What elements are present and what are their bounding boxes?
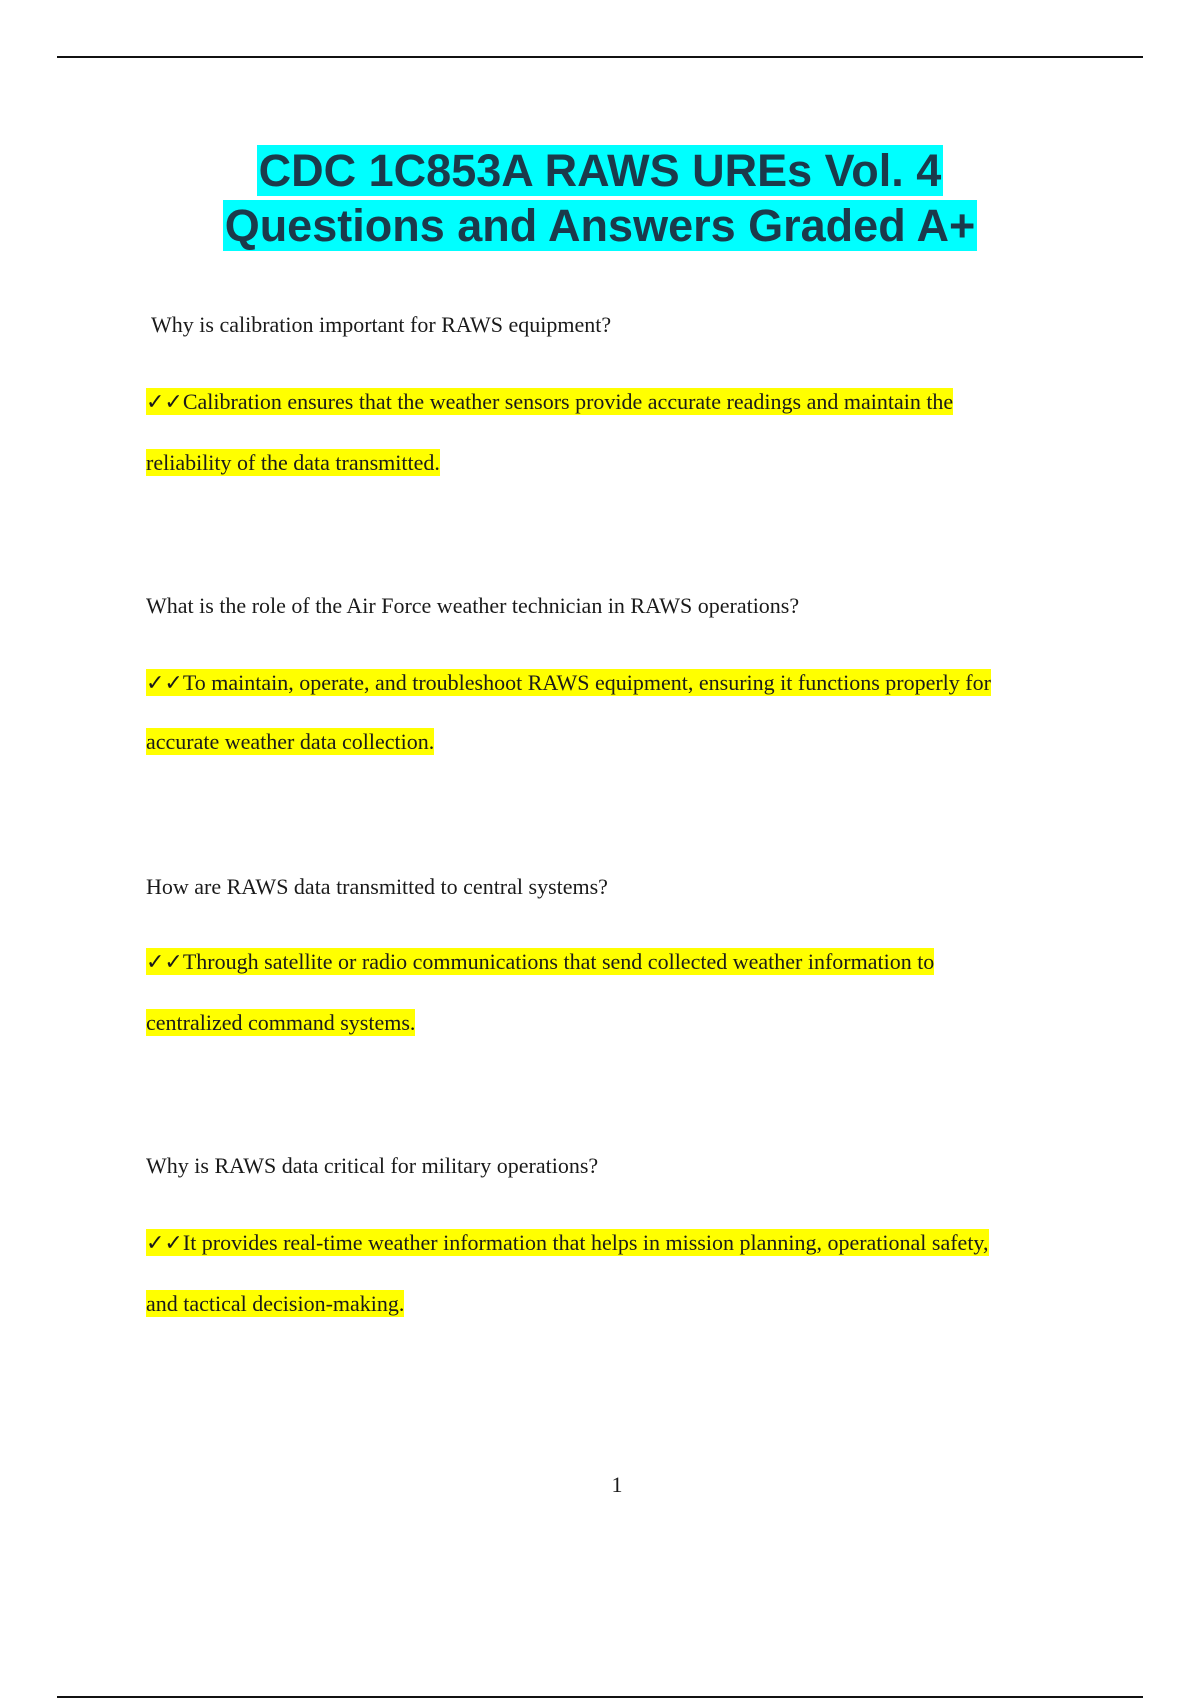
document-title — [0, 143, 1200, 253]
question-1: Why is calibration important for RAWS equipment? — [151, 312, 612, 337]
answer-1-line-1: ✓✓Calibration ensures that the weather sensors provide accurate readings and maintain the — [146, 389, 954, 414]
title-line-2: Questions and Answers Graded A+ — [224, 200, 976, 251]
answer-4-line-2: and tactical decision-making. — [146, 1291, 405, 1316]
answer-1-line-2: reliability of the data transmitted. — [146, 450, 440, 475]
answer-2-line-2: accurate weather data collection. — [146, 729, 435, 754]
answer-3-line-2: centralized command systems. — [146, 1010, 416, 1035]
answer-4-line-1: ✓✓It provides real-time weather information that helps in mission planning, operational safety, — [146, 1230, 989, 1255]
top-rule — [57, 56, 1143, 58]
answer-3-line-1: ✓✓Through satellite or radio communications that send collected weather information to — [146, 949, 935, 974]
question-3: How are RAWS data transmitted to central systems? — [146, 874, 608, 899]
question-4: Why is RAWS data critical for military operations? — [146, 1153, 599, 1178]
answer-2-line-1: ✓✓To maintain, operate, and troubleshoot RAWS equipment, ensuring it functions properly for — [146, 670, 991, 695]
page-number: 1 — [611, 1472, 623, 1497]
title-line-1: CDC 1C853A RAWS UREs Vol. 4 — [258, 145, 942, 196]
question-2: What is the role of the Air Force weather technician in RAWS operations? — [146, 593, 800, 618]
bottom-rule — [57, 1696, 1143, 1698]
